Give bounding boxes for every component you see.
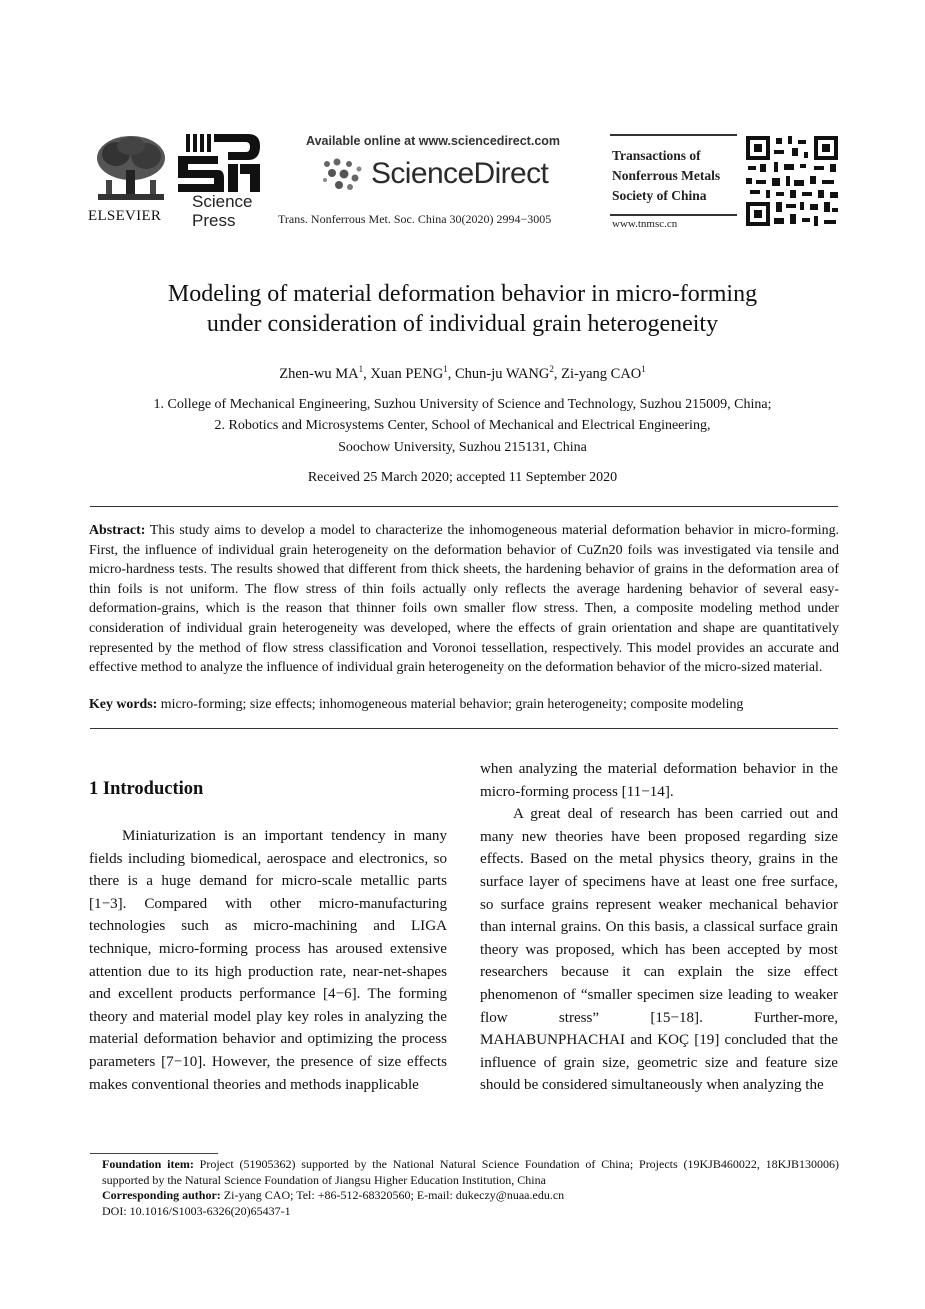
sciencedirect-url: Available online at www.sciencedirect.com	[306, 134, 561, 148]
sciencedirect-logo	[303, 132, 593, 204]
keywords	[89, 695, 839, 715]
science-press-word-2: Press	[192, 211, 236, 230]
body-paragraph: when analyzing the material deformation behavior in the micro-forming process [11−14].	[480, 761, 838, 800]
tnmsc-top-rule	[610, 134, 737, 136]
sciencedirect-dots-icon	[321, 158, 367, 192]
abstract-top-rule	[90, 506, 838, 507]
science-press-mark-icon	[178, 134, 260, 192]
keywords-label: Key words:	[89, 697, 158, 712]
abstract	[89, 521, 839, 678]
footnote-rule	[90, 1153, 218, 1154]
corresponding-label: Corresponding author:	[102, 1188, 221, 1202]
journal-citation: Trans. Nonferrous Met. Soc. China 30(2020) 2994−3005	[278, 212, 552, 226]
author-list: Zhen-wu $MA^1$, Xuan PENG$^1$, Chun-ju WANG$^2$, Zi-yang CAO$^1$	[279, 364, 646, 382]
corresponding-author-footnote	[102, 1188, 839, 1204]
section-heading: 1 Introduction	[89, 779, 204, 799]
science-press-logo	[178, 134, 260, 228]
doi-footnote: DOI: 10.1016/S1003-6326(20)65437-1	[102, 1204, 291, 1218]
paper-title-line: under consideration of individual grain heterogeneity	[206, 311, 719, 337]
body-paragraph: A great deal of research has been carried out and many new theories have been proposed regarding size effects. Based on the metal physics theory, grains in the surface layer of specimens have at least one free surface, so surface grains represent weaker mechanical behavior than internal grains. On this basis, a classical surface grain theory was proposed, which has been accepted by most researchers because it can explain the size effect phenomenon of “smaller specimen size leading to weaker flow stress” [15−18]. Further-more, MAHABUNPHACHAI and KOÇ [19] concluded that the influence of grain size, geometric size and feature size should be considered simultaneously when analyzing the	[480, 806, 838, 1094]
affiliation-1: 1. College of Mechanical Engineering, Suzhou University of Science and Technology, Suzhou 215009, China;	[153, 397, 772, 412]
right-column	[480, 758, 838, 1097]
corresponding-text: Zi-yang CAO; Tel: +86-512-68320560; E-mail: dukeczy@nuaa.edu.cn	[223, 1188, 565, 1202]
author-affiliation-mark: 2	[549, 364, 554, 374]
author-affiliation-mark: 1	[443, 364, 448, 374]
science-press-word-1: Science	[192, 192, 253, 211]
author-name: Zi-yang CAO	[561, 366, 642, 382]
author-affiliation-mark: 1	[641, 364, 646, 374]
foundation-text: Project (51905362) supported by the National Natural Science Foundation of China; Projects (19KJB460022, 18KJB130006) supported by the Natural Science Foundation of Jiangsu Higher Education Institution, China	[102, 1157, 840, 1187]
elsevier-tree-icon	[92, 134, 170, 204]
author-affiliation-mark: 1	[358, 364, 364, 374]
keywords-text: micro-forming; size effects; inhomogeneous material behavior; grain heterogeneity; composite modeling	[160, 697, 744, 712]
paper-title-line: Modeling of material deformation behavior in micro-forming	[167, 281, 758, 307]
elsevier-logo	[88, 130, 174, 228]
elsevier-wordmark: ELSEVIER	[88, 208, 162, 224]
affiliation-2: 2. Robotics and Microsystems Center, School of Mechanical and Electrical Engineering,	[214, 418, 711, 433]
abstract-text: This study aims to develop a model to characterize the inhomogeneous material deformation behavior in micro-forming. First, the influence of individual grain heterogeneity on the deformation behavior of CuZn20 foils was investigated via tensile and micro-hardness tests. The results showed that different from thick sheets, the hardening behavior of grains in the deformation area of thin foils is not uniform. The flow stress of thin foils actually only reflects the average hardening behavior of several easy-deformation-grains, which is the reason that thinner foils own smaller flow stress. Then, a composite modeling method under consideration of individual grain heterogeneity was developed, where the effects of grain orientation and shape are quantitatively represented by the method of flow stress classification and Voronoi tessellation, respectively. This model provides an accurate and effective method to analyze the influence of individual grain heterogeneity on the deformation behavior of the micro-sized material.	[89, 523, 839, 676]
tnmsc-bottom-rule	[610, 214, 737, 216]
left-column	[89, 825, 447, 1096]
journal-header	[88, 130, 840, 230]
foundation-label: Foundation item:	[102, 1157, 194, 1171]
author-name: Xuan PENG	[370, 366, 444, 382]
received-dates: Received 25 March 2020; accepted 11 September 2020	[307, 470, 618, 485]
paper-title	[0, 279, 925, 339]
tnmsc-title-line: Transactions of	[612, 148, 701, 163]
affiliation-2-continued: Soochow University, Suzhou 215131, China	[338, 440, 587, 455]
tnmsc-title	[612, 146, 720, 206]
qr-code-icon	[744, 134, 840, 228]
body-paragraph: Miniaturization is an important tendency in many fields including biomedical, aerospace and electronics, so there is a huge demand for micro-scale metallic parts [1−3]. Compared with other micro-manufacturing technologies such as micro-machining and LIGA technique, micro-forming process has aroused extensive attention due to its high production rate, near-net-shapes and excellent products performance [4−6]. The forming theory and material model play key roles in analyzing the material deformation behavior and optimizing the process parameters [7−10]. However, the presence of size effects makes conventional theories and methods inapplicable	[89, 828, 447, 1093]
tnmsc-logo	[610, 134, 740, 228]
abstract-bottom-rule	[90, 728, 838, 729]
author-name: Zhen-wu MA	[279, 366, 359, 382]
author-name: Chun-ju WANG	[454, 366, 550, 382]
tnmsc-title-line: Nonferrous Metals	[612, 168, 721, 183]
tnmsc-website: www.tnmsc.cn	[612, 218, 678, 230]
abstract-label: Abstract:	[89, 523, 146, 538]
foundation-footnote	[102, 1157, 839, 1188]
sciencedirect-wordmark: ScienceDirect	[371, 157, 549, 190]
tnmsc-title-line: Society of China	[612, 188, 707, 203]
